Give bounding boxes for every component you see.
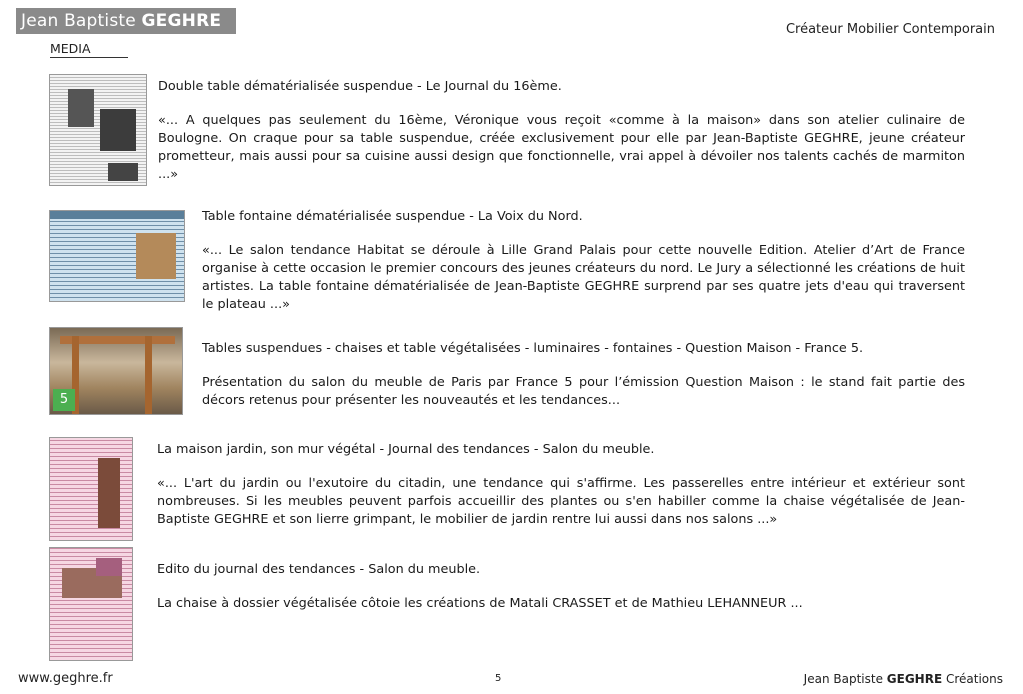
- press-entry-2: [202, 208, 965, 314]
- france5-logo: 5: [53, 389, 75, 411]
- press-thumbnail-journal-16eme: [49, 74, 147, 186]
- brand-logo-light: Jean Baptiste: [21, 11, 142, 31]
- press-entry-3: [202, 340, 965, 410]
- press-entry-title: La maison jardin, son mur végétal - Journal des tendances - Salon du meuble.: [157, 442, 655, 457]
- section-underline: [50, 57, 128, 58]
- press-entry-text: «... A quelques pas seulement du 16ème, Véronique vous reçoit «comme à la maison» dans son atelier culinaire de Boulogne. On craque pour sa table suspendue, créée exclusivement pour elle par Jean-Baptiste GEGHRE, jeune créateur prometteur, mais aussi pour sa cuisine aussi design que fonctionnelle, vrai appel à dévoiler nos talents cachés de marmiton ...»: [158, 113, 965, 182]
- website-link[interactable]: www.geghre.fr: [18, 671, 113, 686]
- section-title: MEDIA: [50, 41, 91, 56]
- brand-logo-bold: GEGHRE: [141, 11, 222, 31]
- tagline: Créateur Mobilier Contemporain: [785, 22, 995, 37]
- page-number: 5: [495, 673, 502, 684]
- footer-credit-light: Jean Baptiste: [803, 672, 887, 686]
- press-entry-text: La chaise à dossier végétalisée côtoie les créations de Matali CRASSET et de Mathieu LEHANNEUR ...: [157, 596, 803, 611]
- press-thumbnail-journal-tendances: [49, 437, 133, 541]
- press-entry-title: Tables suspendues - chaises et table végétalisées - luminaires - fontaines - Question Maison - France 5.: [202, 341, 864, 356]
- footer-credit-suffix: Créations: [942, 672, 1003, 686]
- press-entry-text: «... L'art du jardin ou l'exutoire du citadin, une tendance qui s'affirme. Les passerelles entre intérieur et extérieur sont nombreuses. Si les meubles peuvent parfois accueillir des plantes ou s'en habiller comme la chaise végétalisée de Jean-Baptiste GEGHRE et son lierre grimpant, le mobilier de jardin rentre lui aussi dans nos salons ...»: [157, 476, 965, 527]
- press-entry-5: [157, 561, 965, 613]
- press-entry-title: Table fontaine dématérialisée suspendue - La Voix du Nord.: [202, 209, 583, 224]
- press-thumbnail-voix-du-nord: [49, 210, 185, 302]
- press-entry-title: Edito du journal des tendances - Salon du meuble.: [157, 562, 481, 577]
- press-entry-text: Présentation du salon du meuble de Paris par France 5 pour l’émission Question Maison : le stand fait partie des décors retenus pour présenter les nouveautés et les tendances...: [202, 375, 965, 408]
- footer-credit-bold: GEGHRE: [886, 672, 943, 686]
- press-thumbnail-france5: [49, 327, 183, 415]
- press-entry-4: [157, 441, 965, 529]
- brand-logo: [16, 8, 236, 34]
- press-thumbnail-edito: [49, 547, 133, 661]
- footer-credit: [804, 672, 1003, 686]
- press-entry-title: Double table dématérialisée suspendue - Le Journal du 16ème.: [158, 79, 562, 94]
- press-entry-text: «... Le salon tendance Habitat se déroule à Lille Grand Palais pour cette nouvelle Edition. Atelier d’Art de France organise à cette occasion le premier concours des jeunes créateurs du nord. Le Jury a sélectionné les créations de huit artistes. La table fontaine dématérialisée de Jean-Baptiste GEGHRE surprend par ses quatre jets d'eau qui traversent le plateau ...»: [202, 243, 965, 312]
- press-entry-1: [158, 78, 965, 184]
